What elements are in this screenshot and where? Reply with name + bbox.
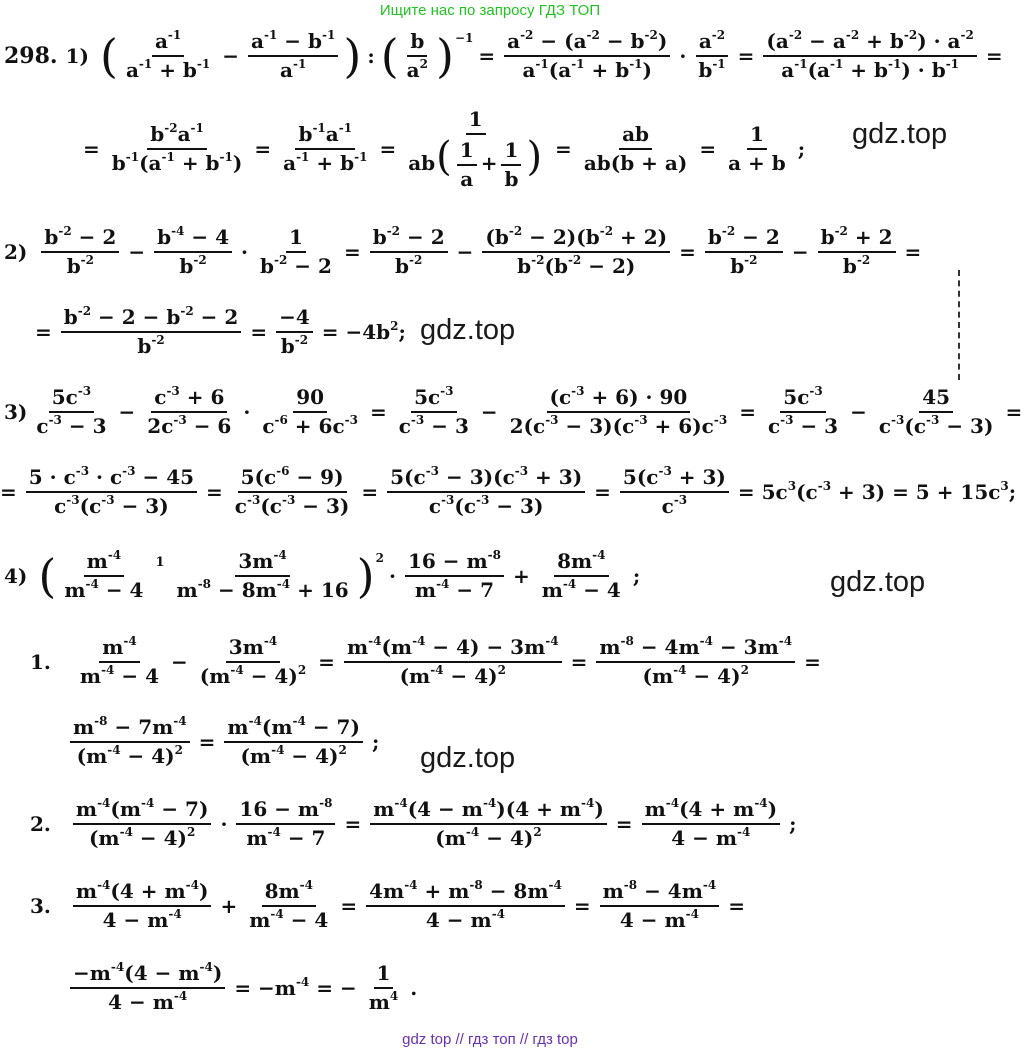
footer-watermark-text: gdz top // гдз топ // гдз top (402, 1031, 578, 1048)
fraction: $\frac{16 - m^{-8}}{m^{-4} - 7}$ (405, 550, 504, 602)
fraction: $\frac{(c^{-3} + 6) \cdot 90}{2(c^{-3} - 3)(c^{-3} + 6)c^{-3}}$ (509, 383, 728, 438)
fraction: $\frac{b^{-2} - 2}{b^{-2}}$ (705, 226, 783, 278)
fraction: $\frac{b^{-4} - 4}{b^{-2}}$ (154, 226, 232, 278)
step1-line1: 1. $\frac{m^{-4}}{m^{-4} - 4}$ − $\frac{3m^{-4}}{(m^{-4} - 4)^2}$ = $\frac{m^{-4}(m^{-4} - 4) - 3m^{-4}}{(m^{-4} - 4)^2}$ = $\frac{m^{-8} - 4m^{-4} - 3m^{-4}}{(m^{-4} - 4)^2}$ = (30, 633, 821, 688)
fraction: $\frac{(b^{-2} - 2)(b^{-2} + 2)}{b^{-2}(b^{-2} - 2)}$ (482, 226, 670, 278)
part3-line2: = $\frac{5 \cdot c^{-3} \cdot c^{-3} - 45}{c^{-3}(c^{-3} - 3)}$ = $\frac{5(c^{-6} - 9)}{c^{-3}(c^{-3} - 3)}$ = $\frac{5(c^{-3} - 3)(c^{-3} + 3)}{c^{-3}(c^{-3} - 3)}$ = $\frac{5(c^{-3} + 3)}{c^{-3}}$ = $5c^3(c^{-3} + 3) = 5 + 15c^3$; (0, 463, 1017, 518)
part1-line1: 298. 1) ( $\frac{a^{-1}}{a^{-1} + b^{-1}}$ − $\frac{a^{-1} - b^{-1}}{a^{-1}}$ ) : ( $\frac{b}{a^2}$ ) −1 = $\frac{a^{-2} - (a^{-2} - b^{-2})}{a^{-1}(a^{-1} + b^{-1})}$ · $\frac{a^{-2}}{b^{-1}}$ = $\frac{(a^{-2} - a^{-2} + b^{-2}) \cdot a^{-2}}{a^{-1}(a^{-1} + b^{-1}) \cdot b^{-1}}$ = (4, 27, 1003, 83)
fraction: $\frac{b^{-2} + 2}{b^{-2}}$ (818, 226, 896, 278)
step3-line2: $\frac{-m^{-4}(4 - m^{-4})}{4 - m^{-4}}$ = $-m^{-4}$ = − $\frac{1}{m^4}$ . (66, 962, 422, 1014)
header-watermark-text: Ищите нас по запросу ГДЗ ТОП (379, 2, 601, 19)
fraction: $\frac{1}{a + b}$ (728, 122, 786, 176)
step3-label: 3. (30, 894, 51, 918)
fraction: $\frac{c^{-3} + 6}{2c^{-3} - 6}$ (147, 383, 232, 438)
fraction: $\frac{3m^{-4}}{(m^{-4} - 4)^2}$ (199, 633, 307, 688)
fraction: $\frac{a^{-2}}{b^{-1}}$ (695, 30, 728, 82)
fraction: $\frac{m^{-8} - 4m^{-4} - 3m^{-4}}{(m^{-4} - 4)^2}$ (596, 636, 795, 688)
fraction: $\frac{m^{-4}(4 + m^{-4})}{4 - m^{-4}}$ (642, 798, 781, 850)
fraction: $\frac{8m^{-4}}{m^{-4} - 4}$ (541, 547, 621, 602)
fraction: $\frac{b^{-2} - 2}{b^{-2}}$ (41, 226, 119, 278)
fraction: $\frac{5(c^{-3} + 3)}{c^{-3}}$ (620, 466, 729, 518)
part4-statement: 4) ( $\frac{m^{-4}}{m^{-4} - 4}$ 1 $\frac{3m^{-4}}{m^{-8} - 8m^{-4} + 16}$ ) 2 · $\frac{16 - m^{-8}}{m^{-4} - 7}$ + $\frac{8m^{-4}}{m^{-4} - 4}$ ; (4, 547, 641, 603)
fraction: $\frac{90}{c^{-6} + 6c^{-3}}$ (262, 385, 358, 438)
fraction: $\frac{m^{-4}}{m^{-4} - 4}$ (79, 633, 160, 688)
fraction: $\frac{a^{-2} - (a^{-2} - b^{-2})}{a^{-1}(a^{-1} + b^{-1})}$ (504, 30, 670, 82)
fraction: $\frac{5(c^{-6} - 9)}{c^{-3}(c^{-3} - 3)}$ (234, 463, 350, 518)
fraction: $\frac{5c^{-3}}{c^{-3} - 3}$ (767, 383, 839, 438)
fraction: $\frac{8m^{-4}}{m^{-4} - 4}$ (249, 877, 329, 932)
watermark-gdz: gdz.top (420, 314, 516, 346)
fraction: $\frac{a^{-1} - b^{-1}}{a^{-1}}$ (248, 30, 338, 82)
fraction: $\frac{b}{a^2}$ (406, 29, 428, 82)
step2-line: 2. $\frac{m^{-4}(m^{-4} - 7)}{(m^{-4} - 4)^2}$ · $\frac{16 - m^{-8}}{m^{-4} - 7}$ = $\frac{m^{-4}(4 - m^{-4})(4 + m^{-4})}{(m^{-4} - 4)^2}$ = $\frac{m^{-4}(4 + m^{-4})}{4 - m^{-4}}$ ; (30, 795, 797, 850)
fraction: $\frac{m^{-8} - 4m^{-4}}{4 - m^{-4}}$ (600, 880, 720, 932)
fraction: $\frac{m^{-4}(m^{-4} - 7)}{(m^{-4} - 4)^2}$ (224, 716, 363, 768)
fraction: 1 ab( $\frac{1}{a}$ + $\frac{1}{b}$ ) (408, 107, 543, 191)
fraction: $\frac{4m^{-4} + m^{-8} - 8m^{-4}}{4 - m^{-4}}$ (366, 880, 565, 932)
fraction: $\frac{m^{-4}(4 + m^{-4})}{4 - m^{-4}}$ (73, 880, 212, 932)
fraction: $\frac{-m^{-4}(4 - m^{-4})}{4 - m^{-4}}$ (70, 962, 225, 1014)
part2-label: 2) (4, 240, 28, 264)
fraction: $\frac{(a^{-2} - a^{-2} + b^{-2}) \cdot a^{-2}}{a^{-1}(a^{-1} + b^{-1}) \cdot b^{-1}}$ (763, 30, 976, 82)
fraction: $\frac{1}{m^4}$ (368, 961, 399, 1014)
fraction: $\frac{3m^{-4}}{m^{-8} - 8m^{-4} + 16}$ (176, 547, 349, 602)
fraction: $\frac{5 \cdot c^{-3} \cdot c^{-3} - 45}{c^{-3}(c^{-3} - 3)}$ (26, 466, 197, 518)
fraction: $\frac{45}{c^{-3}(c^{-3} - 3)}$ (878, 385, 994, 438)
fraction: $\frac{b^{-2} - 2}{b^{-2}}$ (370, 226, 448, 278)
fraction: $\frac{1}{b^{-2} - 2}$ (260, 225, 332, 278)
problem-number: 298. (4, 43, 58, 69)
fraction: $\frac{b^{-2} - 2 - b^{-2} - 2}{b^{-2}}$ (61, 306, 242, 358)
part4-label: 4) (4, 564, 28, 588)
part1-label: 1) (65, 44, 89, 68)
watermark-gdz: gdz.top (830, 566, 926, 598)
fraction: $\frac{5c^{-3}}{c^{-3} - 3}$ (398, 383, 469, 438)
fraction: $\frac{16 - m^{-8}}{m^{-4} - 7}$ (236, 798, 335, 850)
part1-line2: = $\frac{b^{-2}a^{-1}}{b^{-1}(a^{-1} + b^{-1})}$ = $\frac{b^{-1}a^{-1}}{a^{-1} + b^{-1}}$ = 1 ab( $\frac{1}{a}$ + $\frac{1}{b}$ ) = $\frac{ab}{ab(b + a)}$ = $\frac{1}{a + b}$ ; (83, 107, 806, 191)
fraction: $\frac{m^{-4}}{m^{-4} - 4}$ (64, 547, 144, 602)
step3-line1: 3. $\frac{m^{-4}(4 + m^{-4})}{4 - m^{-4}}$ + $\frac{8m^{-4}}{m^{-4} - 4}$ = $\frac{4m^{-4} + m^{-8} - 8m^{-4}}{4 - m^{-4}}$ = $\frac{m^{-8} - 4m^{-4}}{4 - m^{-4}}$ = (30, 877, 745, 932)
step2-label: 2. (30, 812, 51, 836)
fraction: $\frac{m^{-4}(m^{-4} - 4) - 3m^{-4}}{(m^{-4} - 4)^2}$ (344, 636, 562, 688)
step1-line2: $\frac{m^{-8} - 7m^{-4}}{(m^{-4} - 4)^2}$ = $\frac{m^{-4}(m^{-4} - 7)}{(m^{-4} - 4)^2}$ ; (66, 716, 384, 768)
fraction: $\frac{m^{-4}(4 - m^{-4})(4 + m^{-4})}{(m^{-4} - 4)^2}$ (370, 798, 607, 850)
fraction: $\frac{-4}{b^{-2}}$ (276, 306, 313, 358)
step1-label: 1. (30, 650, 51, 674)
fraction: $\frac{a^{-1}}{a^{-1} + b^{-1}}$ (125, 27, 211, 82)
fraction: $\frac{ab}{ab(b + a)}$ (583, 122, 688, 176)
fraction: $\frac{b^{-1}a^{-1}}{a^{-1} + b^{-1}}$ (283, 120, 368, 176)
part3-line1: 3) $\frac{5c^{-3}}{c^{-3} - 3}$ − $\frac{c^{-3} + 6}{2c^{-3} - 6}$ · $\frac{90}{c^{-6} + 6c^{-3}}$ = $\frac{5c^{-3}}{c^{-3} - 3}$ − $\frac{(c^{-3} + 6) \cdot 90}{2(c^{-3} - 3)(c^{-3} + 6)c^{-3}}$ = $\frac{5c^{-3}}{c^{-3} - 3}$ − $\frac{45}{c^{-3}(c^{-3} - 3)}$ = (4, 383, 1023, 438)
fraction: $\frac{5(c^{-3} - 3)(c^{-3} + 3)}{c^{-3}(c^{-3} - 3)}$ (387, 466, 585, 518)
watermark-gdz: gdz.top (420, 742, 516, 774)
watermark-gdz: gdz.top (852, 118, 948, 150)
fraction: $\frac{b^{-2}a^{-1}}{b^{-1}(a^{-1} + b^{-1})}$ (111, 120, 243, 176)
margin-dashed-line (958, 270, 960, 380)
part3-label: 3) (4, 400, 28, 424)
part2-line2: = $\frac{b^{-2} - 2 - b^{-2} - 2}{b^{-2}}$ = $\frac{-4}{b^{-2}}$ = $-4b^2$; (35, 303, 406, 358)
fraction: $\frac{m^{-4}(m^{-4} - 7)}{(m^{-4} - 4)^2}$ (73, 798, 212, 850)
fraction: $\frac{m^{-8} - 7m^{-4}}{(m^{-4} - 4)^2}$ (70, 716, 190, 768)
fraction: $\frac{5c^{-3}}{c^{-3} - 3}$ (36, 383, 107, 438)
part2-line1: 2) $\frac{b^{-2} - 2}{b^{-2}}$ − $\frac{b^{-4} - 4}{b^{-2}}$ · $\frac{1}{b^{-2} - 2}$ = $\frac{b^{-2} - 2}{b^{-2}}$ − $\frac{(b^{-2} - 2)(b^{-2} + 2)}{b^{-2}(b^{-2} - 2)}$ = $\frac{b^{-2} - 2}{b^{-2}}$ − $\frac{b^{-2} + 2}{b^{-2}}$ = (4, 223, 922, 278)
